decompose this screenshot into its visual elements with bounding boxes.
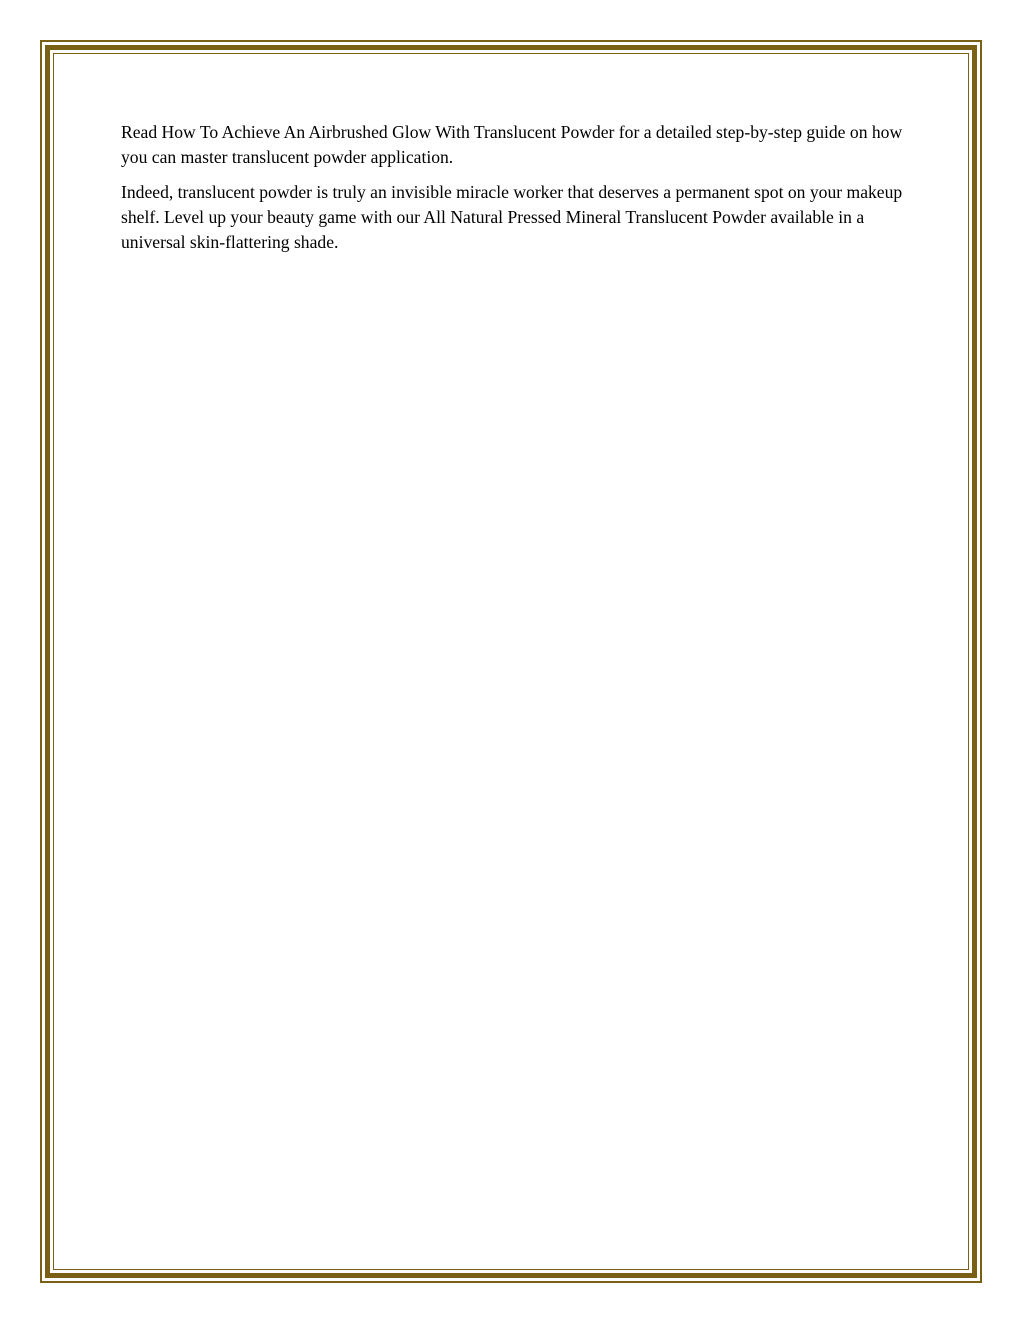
paragraph-translucent-powder: Indeed, translucent powder is truly an invisible miracle worker that deserves a permanent spot on your makeup shelf. Level up your beauty game with our All Natural Pressed Mineral Translucent Powder available in a universal skin-flattering shade. [121,182,903,252]
paragraph-read-guide: Read How To Achieve An Airbrushed Glow With Translucent Powder for a detailed step-by-step guide on how you can master translucent powder application. [121,122,903,167]
document-body [121,120,911,265]
